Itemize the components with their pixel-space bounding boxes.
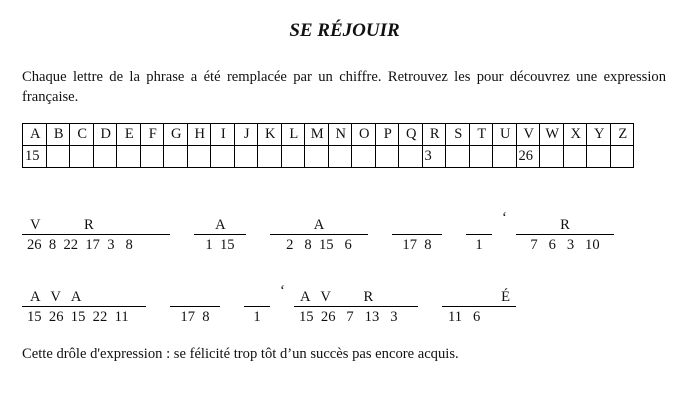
grid-letter-cell: M [305,124,329,146]
grid-letter-cell: C [70,124,94,146]
instructions-text: Chaque lettre de la phrase a été remplacée par un chiffre. Retrouvez les pour découvrez une expression française. [22,69,666,105]
puzzle-word [22,288,146,325]
grid-number-cell [352,146,376,168]
grid-letter-cell: J [234,124,258,146]
puzzle-word [442,288,516,325]
grid-number-cell [117,146,141,168]
word-letters: R [516,216,614,235]
grid-number-cell [93,146,117,168]
grid-letter-cell: A [23,124,47,146]
grid-letter-cell: E [117,124,141,146]
puzzle-word [270,216,368,253]
grid-letter-cell: K [258,124,282,146]
grid-letter-cell: F [140,124,164,146]
word-letters: A [194,216,246,235]
word-numbers: 26 8 22 17 3 8 [27,237,133,253]
puzzle-word [244,288,270,325]
grid-number-cell [164,146,188,168]
grid-letter-row [23,124,634,146]
grid-letter-cell: I [211,124,235,146]
word-numbers: 7 6 3 10 [530,237,600,253]
grid-number-cell [281,146,305,168]
word-numbers: 17 8 [402,237,432,253]
grid-number-cell [469,146,493,168]
word-letters: A [270,216,368,235]
grid-letter-cell: Q [399,124,423,146]
grid-number-cell [234,146,258,168]
grid-number-cell [375,146,399,168]
grid-number-cell: 15 [23,146,47,168]
word-numbers: 11 6 [448,309,481,325]
apostrophe: ‘ [280,283,285,299]
puzzle-word [466,216,492,253]
grid-letter-cell: Z [610,124,634,146]
grid-number-cell [610,146,634,168]
word-numbers: 15 26 7 13 3 [299,309,398,325]
grid-letter-cell: R [422,124,446,146]
grid-letter-cell: D [93,124,117,146]
word-letters [244,288,270,307]
word-numbers: 2 8 15 6 [286,237,352,253]
page-title: SE RÉJOUIR [289,20,400,41]
grid-number-cell [305,146,329,168]
grid-letter-cell: Y [587,124,611,146]
grid-number-cell: 26 [516,146,540,168]
grid-number-cell [140,146,164,168]
grid-number-cell: 3 [422,146,446,168]
grid-number-cell [187,146,211,168]
grid-letter-cell: V [516,124,540,146]
footer-explanation: Cette drôle d'expression : se félicité trop tôt d’un succès pas encore acquis. [22,346,459,362]
grid-letter-cell: T [469,124,493,146]
grid-letter-cell: W [540,124,564,146]
word-numbers: 15 26 15 22 11 [27,309,129,325]
puzzle-word [294,288,418,325]
word-letters [392,216,442,235]
grid-letter-cell: P [375,124,399,146]
apostrophe: ‘ [502,210,507,226]
word-letters: A V R [294,288,418,307]
puzzle-word [516,216,614,253]
grid-number-cell [70,146,94,168]
word-letters: V R [22,216,170,235]
grid-letter-cell: H [187,124,211,146]
puzzle-word [392,216,442,253]
grid-letter-cell: L [281,124,305,146]
grid-number-cell [46,146,70,168]
word-letters [170,288,220,307]
grid-letter-cell: G [164,124,188,146]
puzzle-word [170,288,220,325]
word-letters: É [442,288,516,307]
grid-letter-cell: S [446,124,470,146]
grid-letter-cell: B [46,124,70,146]
grid-number-cell [587,146,611,168]
word-numbers: 1 15 [205,237,235,253]
word-numbers: 1 [475,237,483,253]
word-numbers: 17 8 [180,309,210,325]
grid-number-cell [493,146,517,168]
grid-number-cell [399,146,423,168]
grid-number-cell [328,146,352,168]
grid-number-cell [211,146,235,168]
word-letters [466,216,492,235]
grid-letter-cell: O [352,124,376,146]
cipher-grid [22,123,634,168]
puzzle-word [194,216,246,253]
puzzle-word [22,216,170,253]
grid-number-cell [563,146,587,168]
word-numbers: 1 [253,309,261,325]
grid-letter-cell: U [493,124,517,146]
grid-number-cell [446,146,470,168]
grid-number-cell [258,146,282,168]
grid-number-row [23,146,634,168]
grid-number-cell [540,146,564,168]
grid-letter-cell: N [328,124,352,146]
word-letters: A V A [22,288,146,307]
grid-letter-cell: X [563,124,587,146]
